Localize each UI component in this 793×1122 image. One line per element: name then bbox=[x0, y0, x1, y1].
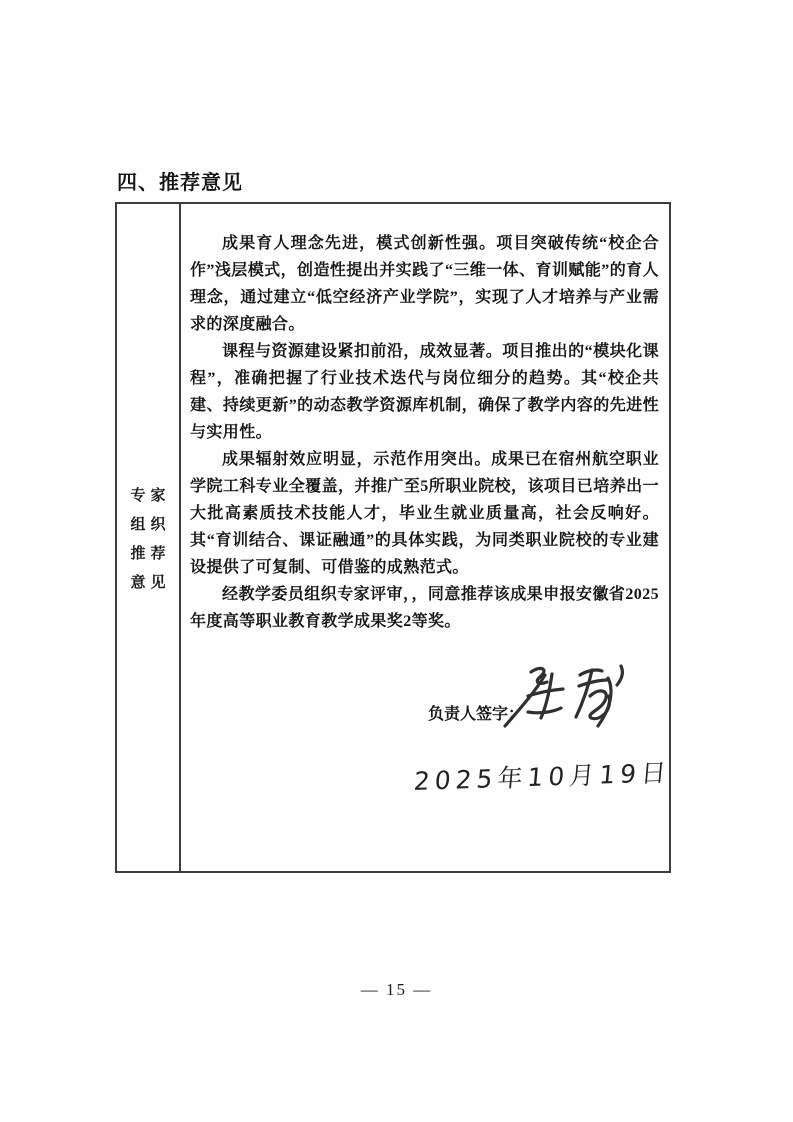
opinion-body-cell bbox=[181, 204, 673, 871]
row-header-cell bbox=[117, 204, 181, 871]
signature-handwriting bbox=[495, 656, 645, 748]
page-number: — 15 — bbox=[360, 980, 433, 999]
row-header-label bbox=[130, 484, 171, 592]
opinion-paragraph-2: 课程与资源建设紧扣前沿，成效显著。项目推出的“模块化课程”，准确把握了行业技术迭代与岗位细分的趋势。其“校企共建、持续更新”的动态教学资源库机制，确保了教学内容的先进性与实用性。 bbox=[190, 343, 659, 441]
recommendation-table bbox=[115, 202, 671, 873]
opinion-paragraph-1: 成果育人理念先进，模式创新性强。项目突破传统“校企合作”浅层模式，创造性提出并实践了“三维一体、育训赋能”的育人理念，通过建立“低空经济产业学院”，实现了人才培养与产业需求的深度融合。 bbox=[190, 235, 659, 333]
opinion-paragraph-3: 成果辐射效应明显，示范作用突出。成果已在宿州航空职业学院工科专业全覆盖，并推广至5所职业院校，该项目已培养出一大批高素质技术技能人才，毕业生就业质量高，社会反响好。其“育训结合、课证融通”的具体实践，为同类职业院校的专业建设提供了可复制、可借鉴的成熟范式。 bbox=[190, 451, 659, 576]
handwritten-date: 2025年10月19日 bbox=[412, 757, 673, 797]
row-header-line: 组织 bbox=[130, 516, 171, 533]
signer-label: 负责人签字： bbox=[428, 706, 525, 723]
section-heading: 四、推荐意见 bbox=[117, 172, 243, 194]
opinion-paragraph-4: 经教学委员组织专家评审，，同意推荐该成果申报安徽省2025年度高等职业教育教学成果奖2等奖。 bbox=[190, 586, 659, 630]
row-header-line: 推荐 bbox=[130, 545, 171, 562]
row-header-line: 意见 bbox=[130, 574, 171, 591]
row-header-line: 专家 bbox=[130, 487, 171, 504]
